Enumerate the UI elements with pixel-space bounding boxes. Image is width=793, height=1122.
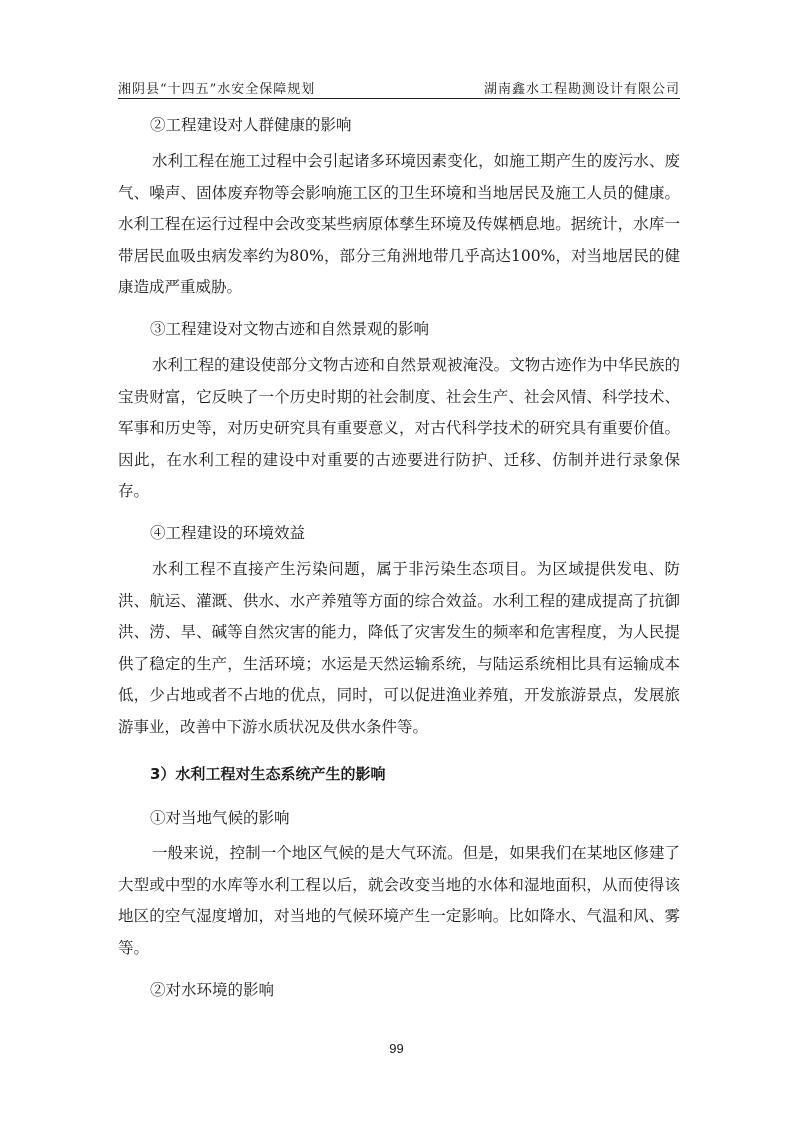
heading-climate-impact: ①对当地气候的影响 [150, 809, 290, 827]
heading-ecosystem-impact: 3）水利工程对生态系统产生的影响 [150, 765, 386, 783]
heading-cultural-relics: ③工程建设对文物古迹和自然景观的影响 [150, 320, 430, 338]
header-title: 湘阴县“十四五”水安全保障规划 [118, 82, 316, 97]
heading-health-impact: ②工程建设对人群健康的影响 [150, 116, 352, 134]
paragraph-cultural-relics: 水利工程的建设使部分文物古迹和自然景观被淹没。文物古迹作为中华民族的宝贵财富，它反映了一个历史时期的社会制度、社会生产、社会风情、科学技术、军事和历史等，对历史研究具有重要意义，对古代科学技术的研究具有重要价值。因此，在水利工程的建设中对重要的古迹要进行防护、迁移、仿制并进行录象保存。 [118, 356, 680, 500]
heading-water-environment: ②对水环境的影响 [150, 981, 275, 999]
page-header [118, 76, 680, 99]
heading-environmental-benefit: ④工程建设的环境效益 [150, 524, 306, 542]
page-number: 99 [389, 1041, 404, 1056]
paragraph-health-impact: 水利工程在施工过程中会引起诸多环境因素变化，如施工期产生的废污水、废气、噪声、固体废弃物等会影响施工区的卫生环境和当地居民及施工人员的健康。水利工程在运行过程中会改变某些病原体孳生环境及传媒栖息地。据统计，水库一带居民血吸虫病发率约为80%，部分三角洲地带几乎高达100%，对当地居民的健康造成严重威胁。 [118, 152, 680, 296]
header-company: 湖南鑫水工程勘测设计有限公司 [483, 82, 680, 97]
paragraph-climate-impact: 一般来说，控制一个地区气候的是大气环流。但是，如果我们在某地区修建了大型或中型的水库等水利工程以后，就会改变当地的水体和湿地面积，从而使得该地区的空气湿度增加，对当地的气候环境产生一定影响。比如降水、气温和风、雾等。 [118, 844, 680, 957]
paragraph-environmental-benefit: 水利工程不直接产生污染问题，属于非污染生态项目。为区域提供发电、防洪、航运、灌溉、供水、水产养殖等方面的综合效益。水利工程的建成提高了抗御洪、涝、旱、碱等自然灾害的能力，降低了灾害发生的频率和危害程度，为人民提供了稳定的生产，生活环境；水运是天然运输系统，与陆运系统相比具有运输成本低，少占地或者不占地的优点，同时，可以促进渔业养殖，开发旅游景点，发展旅游事业，改善中下游水质状况及供水条件等。 [118, 560, 680, 736]
